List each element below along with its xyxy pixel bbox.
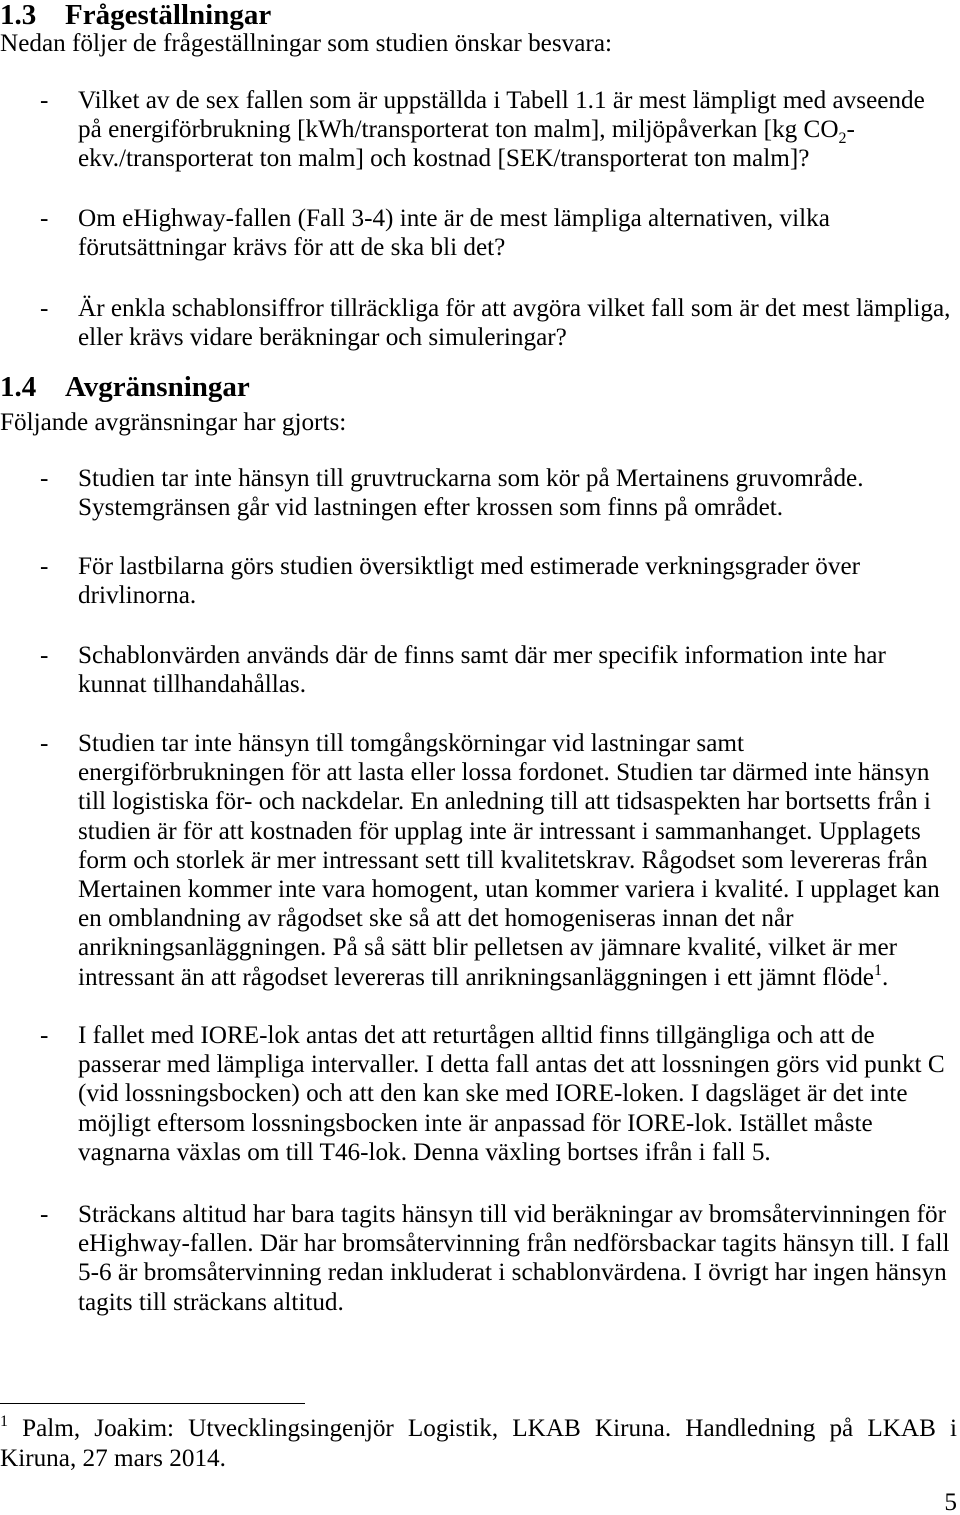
bullet-text-line: Sträckans altitud har bara tagits hänsyn till vid beräkningar av bromsåtervinningen för — [78, 1201, 947, 1228]
bullet-marker: - — [40, 1201, 49, 1228]
text-run: Palm, Joakim: Utvecklingsingenjör Logistik, LKAB Kiruna. Handledning på LKAB i — [22, 1415, 958, 1442]
section-title: Avgränsningar — [65, 371, 250, 403]
bullet-text — [78, 86, 925, 174]
bullet-text-line: drivlinorna. — [78, 582, 197, 610]
bullet-text-line: studien är för att kostnaden för upplag inte är intressant i sammanhanget. Upplagets — [78, 817, 921, 845]
bullet-text-line: Är enkla schablonsiffror tillräckliga för att avgöra vilket fall som är det mest lämpliga, — [78, 295, 951, 322]
bullet-text — [78, 729, 940, 992]
footnote-text-line — [0, 1414, 957, 1444]
bullet-text-line: möjligt eftersom lossningsbocken inte är anpassad för IORE-lok. Istället måste — [78, 1109, 873, 1137]
bullet-item — [0, 294, 960, 352]
bullet-text-line: tagits till sträckans altitud. — [78, 1288, 344, 1316]
bullet-text — [78, 1021, 945, 1167]
bullet-text-line: Vilket av de sex fallen som är uppställda i Tabell 1.1 är mest lämpligt med avseende — [78, 87, 925, 114]
bullet-item — [0, 1200, 960, 1316]
bullet-text-line: I fallet med IORE-lok antas det att returtågen alltid finns tillgängliga och att de — [78, 1022, 875, 1049]
bullet-marker: - — [40, 205, 49, 232]
bullet-text-line: 5-6 är bromsåtervinning redan inkluderat i schablonvärdena. I övrigt har ingen hänsyn — [78, 1259, 947, 1287]
bullet-text-line: passerar med lämpliga intervaller. I detta fall antas det att lossningen görs vid punkt C — [78, 1051, 945, 1079]
section-number: 1.4 — [0, 371, 37, 403]
bullet-text-line: Systemgränsen går vid lastningen efter krossen som finns på området. — [78, 494, 784, 522]
bullet-text — [78, 641, 886, 699]
bullet-item — [0, 729, 960, 991]
bullet-item — [0, 86, 960, 173]
text-run: intressant än att rågodset levereras till anrikningsanläggningen i ett jämnt flöde — [78, 963, 874, 991]
bullet-text — [78, 552, 860, 610]
text-run: - — [846, 116, 855, 144]
bullet-text-line: form och storlek är mer intressant sett till kvalitetskrav. Rågodset som levereras från — [78, 846, 928, 874]
bullet-item — [0, 1021, 960, 1166]
section-heading — [0, 1, 271, 30]
bullet-text-line: till logistiska för- och nackdelar. En anledning till att tidsaspekten har bortsetts från i — [78, 788, 931, 816]
bullet-text-line: (vid lossningsbocken) och att den kan ske med IORE-loken. I dagsläget är det inte — [78, 1080, 908, 1108]
bullet-marker: - — [40, 87, 49, 114]
bullet-text-line: förutsättningar krävs för att de ska bli det? — [78, 234, 506, 262]
bullet-text-line: Schablonvärden används där de finns samt där mer specifik information inte har — [78, 642, 886, 669]
bullet-marker: - — [40, 553, 49, 580]
bullet-marker: - — [40, 295, 49, 322]
section-title: Frågeställningar — [65, 0, 272, 31]
bullet-text-line: kunnat tillhandahållas. — [78, 671, 307, 699]
bullet-text-line — [78, 963, 940, 992]
text-run: på energiförbrukning [kWh/transporterat ton malm], miljöpåverkan [kg CO — [78, 116, 839, 144]
footnote-separator — [0, 1403, 305, 1404]
bullet-text-line: eHighway-fallen. Där har bromsåtervinning från nedförsbackar tagits hänsyn till. I fall — [78, 1230, 950, 1258]
bullet-marker: - — [40, 465, 49, 492]
bullet-text — [78, 204, 830, 262]
section-heading — [0, 373, 250, 402]
bullet-text-line: energiförbrukningen för att lasta eller lossa fordonet. Studien tar därmed inte hänsyn — [78, 759, 930, 787]
footnote-text-line: Kiruna, 27 mars 2014. — [0, 1445, 226, 1472]
bullet-text-line — [78, 115, 925, 148]
bullet-text — [78, 1200, 949, 1317]
page-number: 5 — [944, 1489, 957, 1515]
bullet-text-line: en omblandning av rågodset ske så att det homogeniseras innan det når — [78, 905, 794, 933]
bullet-item — [0, 641, 960, 699]
bullet-marker: - — [40, 1022, 49, 1049]
bullet-text-line: vagnarna växlas om till T46-lok. Denna växling bortses ifrån i fall 5. — [78, 1138, 771, 1166]
bullet-marker: - — [40, 730, 49, 757]
bullet-item — [0, 464, 960, 522]
bullet-text-line: Om eHighway-fallen (Fall 3-4) inte är de mest lämpliga alternativen, vilka — [78, 205, 830, 232]
bullet-text-line: anrikningsanläggningen. På så sätt blir pelletsen av jämnare kvalité, vilket är mer — [78, 934, 898, 962]
subscript: 2 — [838, 130, 847, 148]
bullet-text-line: Mertainen kommer inte vara homogent, utan kommer variera i kvalité. I upplaget kan — [78, 875, 940, 903]
section-intro: Följande avgränsningar har gjorts: — [0, 409, 347, 436]
bullet-item — [0, 552, 960, 610]
footnote — [0, 1414, 957, 1474]
bullet-text — [78, 294, 950, 352]
footnote-marker: 1 — [0, 1413, 8, 1430]
footnote-reference: 1 — [873, 961, 882, 979]
bullet-text-line: För lastbilarna görs studien översiktligt med estimerade verkningsgrader över — [78, 553, 861, 580]
bullet-item — [0, 204, 960, 262]
bullet-text-line: eller krävs vidare beräkningar och simuleringar? — [78, 324, 567, 352]
bullet-text — [78, 464, 864, 522]
text-run: . — [881, 963, 889, 991]
bullet-text-line: Studien tar inte hänsyn till gruvtruckarna som kör på Mertainens gruvområde. — [78, 465, 864, 492]
section-number: 1.3 — [0, 0, 37, 31]
bullet-marker: - — [40, 642, 49, 669]
bullet-text-line: ekv./transporterat ton malm] och kostnad [SEK/transporterat ton malm]? — [78, 145, 810, 173]
bullet-text-line: Studien tar inte hänsyn till tomgångskörningar vid lastningar samt — [78, 730, 744, 757]
section-intro: Nedan följer de frågeställningar som studien önskar besvara: — [0, 30, 612, 57]
